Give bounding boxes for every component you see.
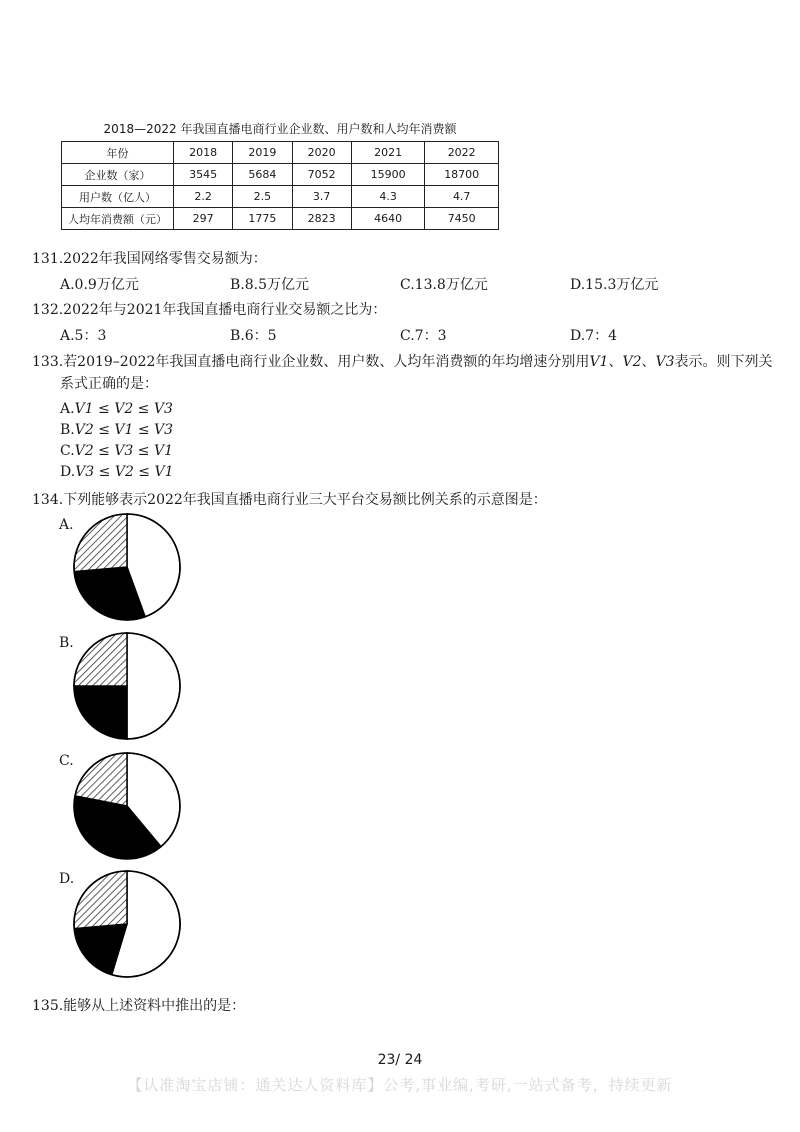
q131-option-a[interactable]: A.0.9万亿元 xyxy=(60,277,139,293)
q135-stem: 135.能够从上述资料中推出的是： xyxy=(32,998,246,1014)
table-cell: 7450 xyxy=(425,208,499,230)
pie-option-a[interactable] xyxy=(74,514,180,620)
table-cell: 18700 xyxy=(425,164,499,186)
q131-option-b[interactable]: B.8.5万亿元 xyxy=(230,277,310,293)
page-number: 23/ 24 xyxy=(377,1052,423,1068)
table-cell: 人均年消费额（元） xyxy=(62,208,174,230)
table-title: 2018—2022 年我国直播电商行业企业数、用户数和人均年消费额 xyxy=(103,122,457,136)
table-header-cell: 年份 xyxy=(62,142,174,164)
table-cell: 4.7 xyxy=(425,186,499,208)
option-expression: V3 ≤ V2 ≤ V1 xyxy=(75,464,174,480)
pie-option-d[interactable] xyxy=(74,871,180,977)
q131-option-d[interactable]: D.15.3万亿元 xyxy=(570,277,659,293)
q134-option-c-label[interactable]: C. xyxy=(59,753,74,769)
table-cell: 4640 xyxy=(351,208,425,230)
q133-sep: 表示。则下列关 xyxy=(674,354,773,370)
q133-stem-line2: 系式正确的是： xyxy=(60,376,158,392)
q133-var-v1: V1 xyxy=(589,354,609,370)
option-expression: V1 ≤ V2 ≤ V3 xyxy=(74,401,173,417)
footer-watermark: 【认准淘宝店铺：通关达人资料库】公考,事业编,考研,一站式备考，持续更新 xyxy=(127,1076,673,1094)
table-cell: 2.2 xyxy=(174,186,233,208)
q133-sep: 、 xyxy=(641,354,656,370)
table-cell: 2.5 xyxy=(233,186,292,208)
q132-stem: 132.2022年与2021年我国直播电商行业交易额之比为： xyxy=(32,302,387,318)
table-cell: 4.3 xyxy=(351,186,425,208)
q131-option-c[interactable]: C.13.8万亿元 xyxy=(400,277,488,293)
q134-option-a-label[interactable]: A. xyxy=(59,517,74,533)
table-cell: 1775 xyxy=(233,208,292,230)
q132-option-a[interactable]: A.5：3 xyxy=(60,328,107,344)
table-cell: 2823 xyxy=(292,208,351,230)
table-cell: 3.7 xyxy=(292,186,351,208)
q132-option-c[interactable]: C.7：3 xyxy=(400,328,447,344)
option-prefix: A. xyxy=(60,401,75,417)
table-header-cell: 2022 xyxy=(425,142,499,164)
q133-var-v3: V3 xyxy=(655,354,675,370)
q134-option-d-label[interactable]: D. xyxy=(59,871,75,887)
q132-option-d[interactable]: D.7：4 xyxy=(570,328,617,344)
table-cell: 297 xyxy=(174,208,233,230)
table-cell: 用户数（亿人） xyxy=(62,186,174,208)
pie-option-c[interactable] xyxy=(74,753,180,859)
table-cell: 7052 xyxy=(292,164,351,186)
table-cell: 5684 xyxy=(233,164,292,186)
table-header-cell: 2021 xyxy=(351,142,425,164)
option-expression: V2 ≤ V3 ≤ V1 xyxy=(74,443,173,459)
q134-option-b-label[interactable]: B. xyxy=(59,635,74,651)
q134-stem: 134.下列能够表示2022年我国直播电商行业三大平台交易额比例关系的示意图是： xyxy=(32,492,547,508)
q131-stem: 131.2022年我国网络零售交易额为： xyxy=(32,251,267,267)
q133-var-v2: V2 xyxy=(622,354,642,370)
q133-sep: 、 xyxy=(608,354,623,370)
q132-option-b[interactable]: B.6：5 xyxy=(230,328,277,344)
option-prefix: B. xyxy=(60,422,75,438)
table-cell: 3545 xyxy=(174,164,233,186)
option-expression: V2 ≤ V1 ≤ V3 xyxy=(74,422,174,438)
table-cell: 15900 xyxy=(351,164,425,186)
table-cell: 企业数（家） xyxy=(62,164,174,186)
pie-option-b[interactable] xyxy=(74,633,180,739)
table-header-cell: 2020 xyxy=(292,142,351,164)
option-prefix: D. xyxy=(60,464,76,480)
option-prefix: C. xyxy=(60,443,75,459)
table-header-cell: 2019 xyxy=(233,142,292,164)
q133-stem-text: 133.若2019–2022年我国直播电商行业企业数、用户数、人均年消费额的年均增速分别用 xyxy=(32,354,590,370)
table-header-cell: 2018 xyxy=(174,142,233,164)
